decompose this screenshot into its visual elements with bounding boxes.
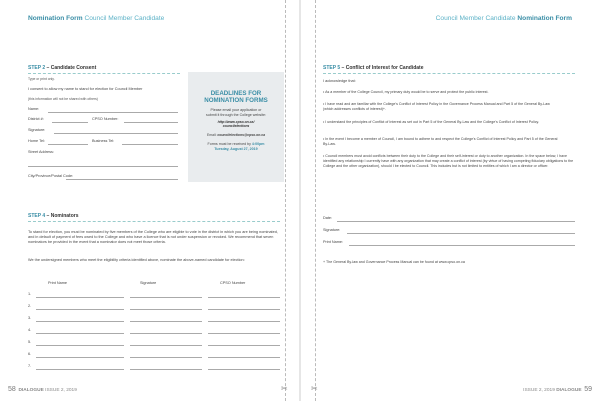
row-cpso-input[interactable] bbox=[208, 369, 280, 370]
deadline-email[interactable] bbox=[188, 133, 284, 137]
deadline-due bbox=[188, 142, 284, 152]
row-signature-input[interactable] bbox=[130, 321, 202, 322]
bullet-5: • Council members must avoid conflicts between their duty to the College and their self-interest or duty to another organization. In the space below, I have identified any relationship I currently have with any organization that may create a conflict of interest (by virtue of having competing fiduciary obligations to the College and the other organization), should I be elected to Council. This includes but is not limited to entities of which I am a director or officer. bbox=[323, 154, 574, 168]
step5-rule bbox=[323, 73, 575, 74]
bullet-text: As a member of the College Council, my primary duty would be to serve and protect the public interest. bbox=[325, 90, 489, 94]
step2-num: STEP 2 bbox=[28, 65, 46, 71]
row-signature-input[interactable] bbox=[130, 309, 202, 310]
deadline-due-time: 4:00pm bbox=[251, 142, 265, 147]
bullet-1: • As a member of the College Council, my primary duty would be to serve and protect the public interest. bbox=[323, 90, 489, 94]
step2-note: Type or print only. bbox=[28, 77, 55, 81]
deadline-due-date: Tuesday, August 27, 2019 bbox=[214, 147, 258, 152]
cut-line bbox=[285, 0, 286, 401]
deadline-line-2: submit it through the College website: bbox=[206, 112, 266, 117]
deadline-instructions bbox=[194, 108, 278, 118]
field-signature-label: Signature: bbox=[28, 128, 46, 132]
row-print-input[interactable] bbox=[36, 345, 124, 346]
date-input[interactable] bbox=[337, 221, 575, 222]
step4-heading: STEP 4 – Nominators bbox=[28, 213, 79, 219]
cut-line bbox=[315, 0, 316, 401]
bullet-4: • In the event I become a member of Council, I am bound to adhere to and respect the College's Conflict of Interest Policy and Part 5 of the General By-Law. bbox=[323, 137, 558, 146]
deadline-due-prefix: Forms must be received by bbox=[207, 142, 251, 147]
bullet-text: Council members must avoid conflicts between their duty to the College and their self-interest or duty to another organization. In the space below, I have identified any relationship I currently have with any organization that may create a conflict of interest (by virtue of having competing fiduciary obligations to the College and the other organization), should I be elected to Council. This includes but is not limited to entities of which I am a director or officer. bbox=[323, 154, 574, 168]
field-signature-input[interactable] bbox=[54, 133, 178, 134]
deadline-url-2[interactable]: councilelections bbox=[222, 124, 250, 128]
page-number: 58 bbox=[8, 386, 16, 393]
field-businesstel-label: Business Tel: bbox=[92, 139, 115, 143]
left-header bbox=[28, 15, 164, 22]
row-cpso-input[interactable] bbox=[208, 345, 280, 346]
print-name-input[interactable] bbox=[349, 245, 575, 246]
deadline-email-address[interactable]: councilelections@cpso.on.ca bbox=[217, 133, 265, 138]
col-signature: Signature bbox=[140, 281, 157, 285]
row-signature-input[interactable] bbox=[130, 345, 202, 346]
deadline-url-1[interactable]: http://www.cpso.on.ca/ bbox=[217, 119, 255, 124]
right-footer bbox=[523, 386, 592, 393]
step4-paragraph-1: To stand for election, you must be nominated by five members of the College who are eligible to vote in the district in which you are being nominated, and in default of payment of fees owed to the College and who have a licence that is not under suspension or revoked. We recommend that seven nominators be provided in the event that a nominator does not meet those criteria. bbox=[28, 230, 278, 245]
field-address-input[interactable] bbox=[28, 166, 178, 167]
step2-heading: STEP 2 – Candidate Consent bbox=[28, 65, 97, 71]
header-light: Council Member Candidate bbox=[84, 15, 165, 22]
scissors-icon: ✂ bbox=[311, 384, 318, 393]
deadline-title-2: NOMINATION FORMS bbox=[204, 97, 268, 104]
issue-label: ISSUE 2, 2019 bbox=[523, 388, 555, 393]
magazine-name: DIALOGUE bbox=[18, 388, 44, 393]
row-number: 7. bbox=[28, 364, 32, 368]
col-print-name: Print Name bbox=[48, 281, 67, 285]
row-signature-input[interactable] bbox=[130, 297, 202, 298]
bullet-2: • I have read and am familiar with the College's Conflict of Interest Policy in the Governance Process Manual and Part 5 of the General By-Law (which addresses conflicts of interest)+. bbox=[323, 102, 550, 111]
bullet-text: In the event I become a member of Council, I am bound to adhere to and respect the College's Conflict of Interest Policy and Part 5 of the General By-Law. bbox=[323, 137, 558, 146]
field-district-input[interactable] bbox=[52, 122, 88, 123]
header-bold: Nomination Form bbox=[28, 15, 83, 22]
row-print-input[interactable] bbox=[36, 333, 124, 334]
row-print-input[interactable] bbox=[36, 297, 124, 298]
row-print-input[interactable] bbox=[36, 369, 124, 370]
field-district-label: District #: bbox=[28, 117, 44, 121]
step4-paragraph-2: We the undersigned members who meet the eligibility criteria identified above, nominate the above-named candidate for election: bbox=[28, 258, 245, 262]
field-name-label: Name: bbox=[28, 107, 40, 111]
row-number: 2. bbox=[28, 304, 32, 308]
field-city-label: City/Province/Postal Code: bbox=[28, 174, 74, 178]
signature-label: Signature: bbox=[323, 228, 341, 232]
bullet-text: I have read and am familiar with the College's Conflict of Interest Policy in the Governance Process Manual and Part 5 of the General By-Law (which addresses conflicts of interest)+. bbox=[323, 102, 550, 111]
deadline-line-1: Please email your application or bbox=[210, 108, 262, 112]
field-name-input[interactable] bbox=[48, 112, 178, 113]
row-cpso-input[interactable] bbox=[208, 333, 280, 334]
bullet-3: • I understand the principles of Conflict of Interest as set out in Part 5 of the General By-Law and the College's Conflict of Interest Policy. bbox=[323, 120, 540, 124]
deadline-box bbox=[188, 72, 284, 182]
field-city-input[interactable] bbox=[66, 179, 178, 180]
step4-num: STEP 4 bbox=[28, 213, 46, 219]
row-print-input[interactable] bbox=[36, 357, 124, 358]
field-businesstel-input[interactable] bbox=[122, 144, 178, 145]
consent-note: (this information will not be shared with others) bbox=[28, 97, 98, 101]
row-cpso-input[interactable] bbox=[208, 321, 280, 322]
field-hometel-label: Home Tel: bbox=[28, 139, 46, 143]
right-header bbox=[436, 15, 572, 22]
row-signature-input[interactable] bbox=[130, 369, 202, 370]
step5-title: Conflict of Interest for Candidate bbox=[345, 65, 424, 71]
consent-text: I consent to allow my name to stand for election for Council Member bbox=[28, 87, 143, 91]
header-light: Council Member Candidate bbox=[435, 15, 516, 22]
issue-label: ISSUE 2, 2019 bbox=[45, 388, 77, 393]
left-page bbox=[0, 0, 299, 401]
scissors-icon: ✂ bbox=[281, 384, 288, 393]
step4-rule bbox=[28, 221, 280, 222]
deadline-email-label: Email: bbox=[207, 133, 217, 138]
step4-title: Nominators bbox=[50, 213, 79, 219]
row-number: 6. bbox=[28, 352, 32, 356]
step2-title: Candidate Consent bbox=[50, 65, 97, 71]
field-hometel-input[interactable] bbox=[48, 144, 88, 145]
step5-num: STEP 5 bbox=[323, 65, 341, 71]
field-address-label: Street Address: bbox=[28, 150, 54, 154]
row-number: 4. bbox=[28, 328, 32, 332]
magazine-name: DIALOGUE bbox=[556, 388, 582, 393]
row-signature-input[interactable] bbox=[130, 333, 202, 334]
deadline-title bbox=[188, 90, 284, 104]
row-cpso-input[interactable] bbox=[208, 309, 280, 310]
header-bold: Nomination Form bbox=[517, 15, 572, 22]
left-footer bbox=[8, 386, 77, 393]
deadline-url[interactable] bbox=[188, 120, 284, 129]
right-page bbox=[301, 0, 600, 401]
deadline-title-1: DEADLINES FOR bbox=[210, 90, 262, 97]
row-print-input[interactable] bbox=[36, 309, 124, 310]
step5-heading: STEP 5 – Conflict of Interest for Candidate bbox=[323, 65, 424, 71]
date-label: Date: bbox=[323, 216, 333, 220]
field-cpso-input[interactable] bbox=[124, 122, 178, 123]
footnote: + The General By-law and Governance Process Manual can be found at www.cpso.on.ca bbox=[323, 260, 465, 264]
col-cpso-number: CPSO Number bbox=[220, 281, 246, 285]
row-number: 3. bbox=[28, 316, 32, 320]
row-number: 5. bbox=[28, 340, 32, 344]
row-number: 1. bbox=[28, 292, 32, 296]
row-print-input[interactable] bbox=[36, 321, 124, 322]
print-name-label: Print Name: bbox=[323, 240, 344, 244]
ack-text: I acknowledge that: bbox=[323, 79, 356, 83]
bullet-text: I understand the principles of Conflict of Interest as set out in Part 5 of the General By-Law and the College's Conflict of Interest Policy. bbox=[325, 120, 540, 124]
row-cpso-input[interactable] bbox=[208, 357, 280, 358]
signature-input[interactable] bbox=[347, 233, 575, 234]
row-signature-input[interactable] bbox=[130, 357, 202, 358]
field-cpso-label: CPSO Number: bbox=[92, 117, 119, 121]
step2-rule bbox=[28, 73, 180, 74]
row-cpso-input[interactable] bbox=[208, 297, 280, 298]
page-number: 59 bbox=[584, 386, 592, 393]
